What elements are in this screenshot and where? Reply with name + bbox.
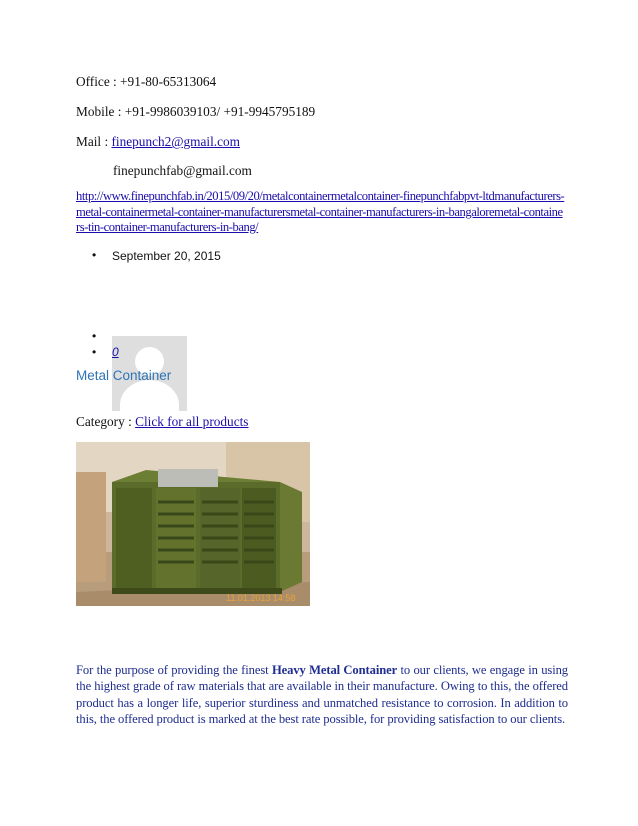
category-label: Category : [76, 414, 136, 429]
mobile-phone: Mobile : +91-9986039103/ +91-9945795189 [76, 104, 316, 119]
post-meta-list [76, 248, 221, 360]
category-line [76, 414, 248, 430]
category-products-link[interactable]: Click for all products [135, 414, 249, 429]
post-body-rest: to our clients, we engage in using the highest grade of raw materials that are available in their manufacture. Owing to this, the offered product has a longer life, superior sturdiness and unmatched resistance to corrosion. In addition to this, the offered product is marked at the best rate possible, for providing satisfaction to our clients. [76, 663, 568, 726]
office-phone: Office : +91-80-65313064 [76, 74, 217, 89]
post-body-highlight: Heavy Metal Container [271, 663, 398, 677]
mail-primary-link[interactable]: finepunch2@gmail.com [111, 134, 241, 149]
avatar-body-icon [120, 380, 179, 411]
post-body-intro: For the purpose of providing the finest [76, 663, 272, 677]
post-date-item [76, 248, 221, 264]
mail-secondary: finepunchfab@gmail.com [113, 163, 252, 178]
mail-label: Mail : [76, 134, 112, 149]
photo-timestamp: 11.01.2013 14:58 [226, 593, 296, 603]
author-avatar-item [76, 329, 221, 345]
page-url-link[interactable]: http://www.finepunchfab.in/2015/09/20/metalcontainermetalcontainer-finepunchfabpvt-ltdmanufacturers-metal-containermetal-container-manufacturersmetal-container-manufacturers-in-bangaloremetal-containers-tin-container-manufacturers-in-bang/ [76, 189, 565, 234]
post-body [76, 662, 568, 727]
metal-container-photo [76, 442, 310, 606]
post-title: Metal Container [76, 368, 172, 383]
post-date: • September 20, 2015 [112, 249, 221, 263]
comment-count-link[interactable]: • 0 [112, 345, 119, 359]
mail-line [76, 134, 240, 150]
comment-count-item [76, 345, 221, 360]
